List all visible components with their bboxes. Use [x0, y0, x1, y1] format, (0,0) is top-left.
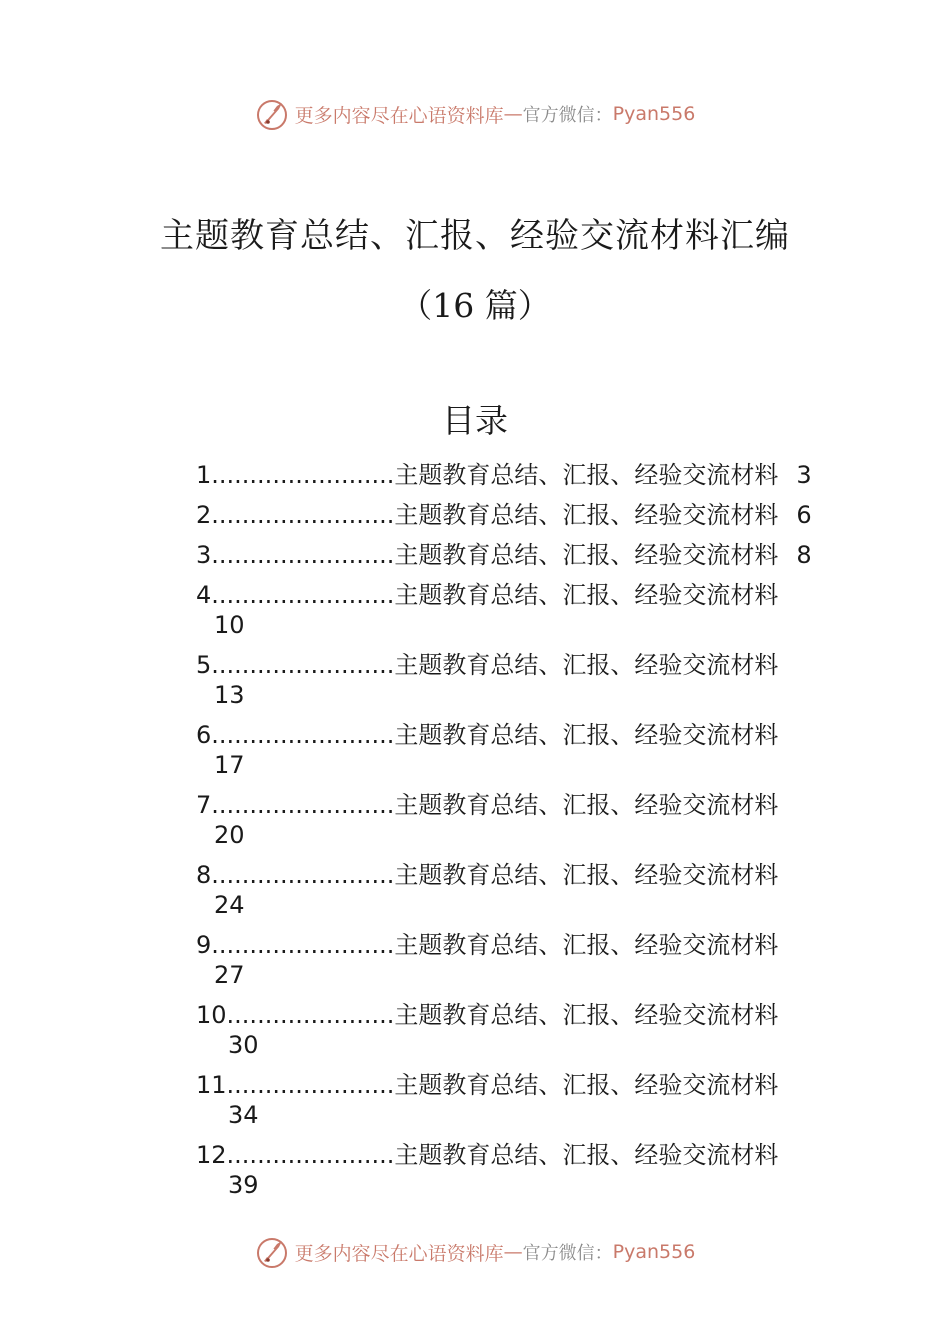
- banner-separator: —: [503, 1241, 523, 1263]
- toc-leader-dots: ......................: [226, 1001, 395, 1029]
- toc-entry[interactable]: [196, 500, 856, 540]
- banner-account: Pyan556: [612, 1241, 696, 1263]
- toc-entry[interactable]: [196, 860, 856, 930]
- toc-page-number: 17: [214, 751, 245, 779]
- toc-leader-dots: ........................: [211, 861, 395, 889]
- toc-page-number: 20: [214, 821, 245, 849]
- toc-entry[interactable]: [196, 720, 856, 790]
- toc-page-number: 24: [214, 891, 245, 919]
- toc-entry[interactable]: [196, 540, 856, 580]
- header-banner: [0, 94, 950, 134]
- toc-entry-title: 主题教育总结、汇报、经验交流材料: [394, 931, 779, 959]
- banner-main-text: 更多内容尽在心语资料库: [294, 104, 504, 127]
- toc-leader-dots: ........................: [211, 931, 395, 959]
- banner-separator: —: [503, 103, 523, 125]
- quill-pen-logo-icon: [255, 1235, 289, 1269]
- toc-entry-number: 11: [196, 1071, 227, 1099]
- toc-entry-number: 6: [196, 721, 212, 749]
- toc-entry-number: 2: [196, 501, 212, 529]
- toc-entry-number: 5: [196, 651, 212, 679]
- toc-page-number: 8: [796, 541, 812, 569]
- toc-page-number: 34: [228, 1101, 259, 1129]
- toc-leader-dots: ......................: [226, 1071, 395, 1099]
- toc-entry-title: 主题教育总结、汇报、经验交流材料: [394, 581, 779, 609]
- toc-page-number: 10: [214, 611, 245, 639]
- toc-entry[interactable]: [196, 650, 856, 720]
- toc-page-number: 3: [796, 461, 812, 489]
- toc-entry-number: 4: [196, 581, 212, 609]
- document-subtitle: （16 篇）: [399, 286, 551, 325]
- toc-entry-title: 主题教育总结、汇报、经验交流材料: [394, 501, 779, 529]
- banner-label: 官方微信：: [522, 1243, 613, 1264]
- toc-entry-number: 10: [196, 1001, 227, 1029]
- toc-entry-number: 3: [196, 541, 212, 569]
- toc-entry-title: 主题教育总结、汇报、经验交流材料: [394, 721, 779, 749]
- toc-page-number: 13: [214, 681, 245, 709]
- toc-page-number: 6: [796, 501, 812, 529]
- toc-entry-number: 9: [196, 931, 212, 959]
- banner-account: Pyan556: [612, 103, 696, 125]
- toc-entry-title: 主题教育总结、汇报、经验交流材料: [394, 541, 779, 569]
- toc-entry-number: 8: [196, 861, 212, 889]
- toc-page-number: 39: [228, 1171, 259, 1199]
- toc-leader-dots: ........................: [211, 581, 395, 609]
- toc-entry-title: 主题教育总结、汇报、经验交流材料: [394, 791, 779, 819]
- toc-entry-number: 7: [196, 791, 212, 819]
- toc-heading: 目录: [442, 401, 508, 440]
- footer-banner: [0, 1232, 950, 1272]
- toc-leader-dots: ......................: [226, 1141, 395, 1169]
- toc-entry[interactable]: [196, 1140, 856, 1210]
- toc-entry-title: 主题教育总结、汇报、经验交流材料: [394, 1071, 779, 1099]
- banner-main-text: 更多内容尽在心语资料库: [294, 1242, 504, 1265]
- toc-entry[interactable]: [196, 1070, 856, 1140]
- document-title: 主题教育总结、汇报、经验交流材料汇编: [160, 216, 790, 256]
- toc-leader-dots: ........................: [211, 651, 395, 679]
- toc-page-number: 27: [214, 961, 245, 989]
- toc-leader-dots: ........................: [211, 501, 395, 529]
- banner-label: 官方微信：: [522, 105, 613, 126]
- toc-entry-number: 12: [196, 1141, 227, 1169]
- toc-leader-dots: ........................: [211, 721, 395, 749]
- toc-entry-number: 1: [196, 461, 212, 489]
- toc-entry[interactable]: [196, 1000, 856, 1070]
- toc-entry[interactable]: [196, 580, 856, 650]
- toc-entry[interactable]: [196, 460, 856, 500]
- toc-entry[interactable]: [196, 790, 856, 860]
- toc-leader-dots: ........................: [211, 461, 395, 489]
- toc-entry-title: 主题教育总结、汇报、经验交流材料: [394, 861, 779, 889]
- toc-leader-dots: ........................: [211, 541, 395, 569]
- toc-page-number: 30: [228, 1031, 259, 1059]
- table-of-contents: [196, 460, 856, 1210]
- toc-entry-title: 主题教育总结、汇报、经验交流材料: [394, 461, 779, 489]
- toc-entry-title: 主题教育总结、汇报、经验交流材料: [394, 651, 779, 679]
- toc-entry[interactable]: [196, 930, 856, 1000]
- toc-entry-title: 主题教育总结、汇报、经验交流材料: [394, 1141, 779, 1169]
- quill-pen-logo-icon: [255, 97, 289, 131]
- toc-entry-title: 主题教育总结、汇报、经验交流材料: [394, 1001, 779, 1029]
- toc-leader-dots: ........................: [211, 791, 395, 819]
